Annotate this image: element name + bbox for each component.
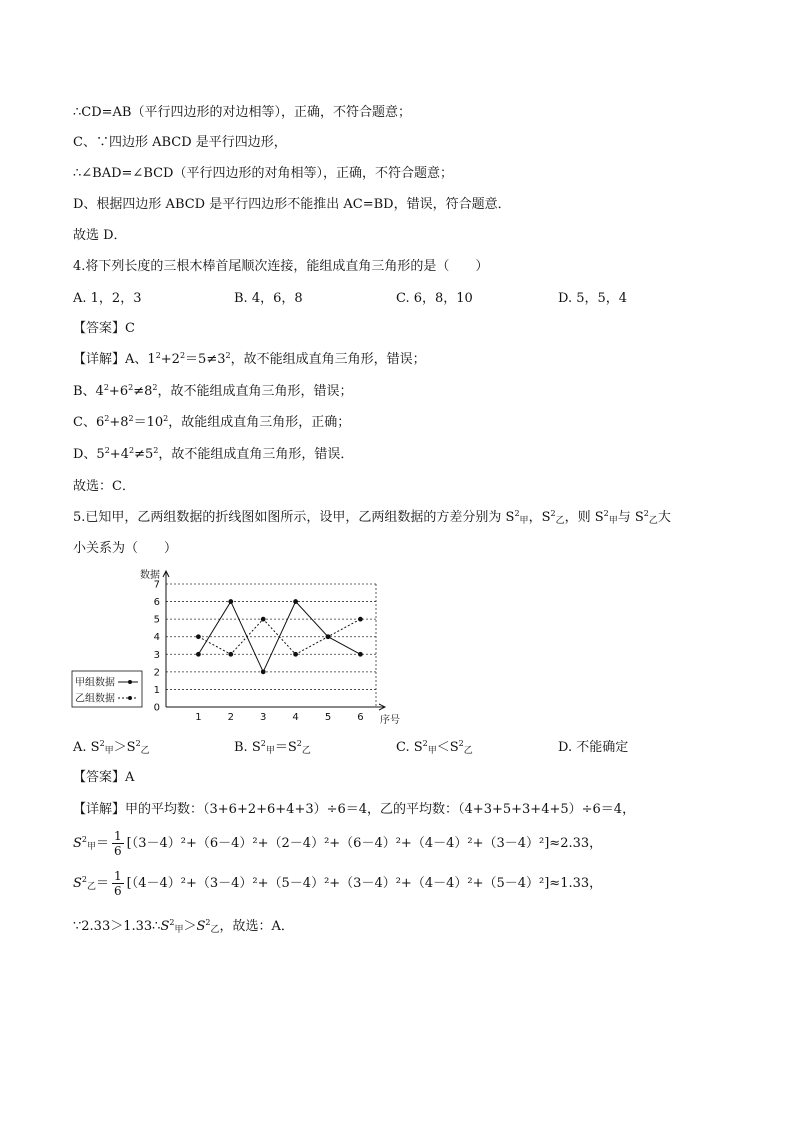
q5-answer <box>73 769 134 787</box>
data-point <box>293 652 298 657</box>
option-text: ＝S <box>274 740 297 755</box>
exponent: 2 <box>458 739 464 748</box>
exponent: 2 <box>603 509 609 518</box>
q4-option-d: D. 5，5，4 <box>558 291 628 306</box>
variance-symbol: S <box>196 919 206 934</box>
legend-label: 甲组数据 <box>75 677 115 689</box>
equals: ＝ <box>96 876 110 891</box>
variance-jia <box>73 826 602 862</box>
y-axis-label: 数据 <box>140 570 160 581</box>
exponent: 2 <box>99 739 105 748</box>
exponent: 2 <box>104 446 110 455</box>
y-tick-label: 2 <box>153 667 160 679</box>
line-chart <box>70 566 400 728</box>
detail-text: ≠5 <box>134 447 154 462</box>
y-tick-label: 5 <box>153 614 160 626</box>
detail-text: ，故能组成直角三角形，正确； <box>168 415 351 430</box>
exponent: 2 <box>643 509 649 518</box>
data-point <box>261 617 266 622</box>
numerator: 1 <box>114 869 122 883</box>
detail-text: 甲的平均数：（3+6+2+6+4+3）÷6＝4，乙的平均数：（4+3+5+3+4+5）÷6＝4， <box>125 802 636 817</box>
data-point <box>358 652 363 657</box>
exponent: 2 <box>81 875 87 884</box>
exponent: 2 <box>422 739 428 748</box>
subscript: 甲 <box>87 842 97 852</box>
text-line: ∴CD=AB（平行四边形的对边相等），正确，不符合题意； <box>73 105 411 120</box>
option-text: A. S <box>73 740 100 755</box>
exponent: 2 <box>153 446 159 455</box>
detail-text: C、6 <box>73 415 105 430</box>
q5-option-a <box>73 739 150 757</box>
detail-text: ＝5≠3 <box>185 352 226 367</box>
x-tick-label: 5 <box>324 712 332 723</box>
denominator: 6 <box>114 844 122 858</box>
subscript: 甲 <box>427 746 437 756</box>
formula-text: [（4－4）²+（3－4）²+（5－4）²+（3－4）²+（4－4）²+（5－4）²]≈1.33， <box>126 876 603 891</box>
exponent: 2 <box>179 351 186 360</box>
exponent: 2 <box>550 509 556 518</box>
subscript: 乙 <box>301 746 311 756</box>
data-point <box>228 599 233 604</box>
exponent: 2 <box>260 739 266 748</box>
legend-label: 乙组数据 <box>75 693 115 705</box>
question-text: ，则 S <box>564 510 604 525</box>
formula-text: [（3－4）²+（6－4）²+（2－4）²+（6－4）²+（4－4）²+（3－4）²]≈2.33， <box>126 836 603 851</box>
legend <box>72 671 142 707</box>
q4-option-c: C. 6，8，10 <box>396 291 473 306</box>
data-point <box>358 617 363 622</box>
detail-text: +4 <box>109 447 129 462</box>
legend-marker <box>128 680 132 684</box>
y-tick-label: 6 <box>153 597 160 609</box>
exponent: 2 <box>155 351 161 360</box>
x-tick-label: 1 <box>195 712 202 723</box>
answer-value: C <box>125 321 135 336</box>
q4-option-a: A. 1，2，3 <box>73 291 142 306</box>
y-tick-label: 3 <box>153 649 160 661</box>
exponent: 2 <box>104 414 110 423</box>
option-text: ＜S <box>436 740 459 755</box>
detail-text: +2 <box>160 352 180 367</box>
tick-labels <box>154 580 364 724</box>
q4-conclusion: 故选：C． <box>73 479 135 494</box>
subscript: 乙 <box>555 516 565 526</box>
numerator: 1 <box>114 829 122 843</box>
q4-detail-b <box>73 383 352 401</box>
y-tick-label: 1 <box>153 684 160 696</box>
data-point <box>196 652 201 657</box>
exponent: 2 <box>128 446 135 455</box>
detail-text: +8 <box>109 415 129 430</box>
exponent: 2 <box>128 383 134 392</box>
fraction <box>112 829 124 858</box>
q4-option-b: B. 4，6，8 <box>234 291 303 306</box>
x-tick-label: 6 <box>357 712 364 723</box>
detail-tag: 【详解】 <box>73 802 126 817</box>
subscript: 乙 <box>210 925 220 935</box>
question-text: ，S <box>528 510 551 525</box>
question-5-line-1 <box>73 509 671 527</box>
q5-detail <box>73 801 635 819</box>
detail-text: B、4 <box>73 384 104 399</box>
text-line: C、∵四边形 ABCD 是平行四边形， <box>73 135 287 150</box>
answer-tag: 【答案】 <box>73 321 126 336</box>
legend-marker <box>128 696 132 700</box>
answer-tag: 【答案】 <box>73 770 126 785</box>
x-tick-label: 4 <box>292 712 299 723</box>
y-tick-label: 0 <box>153 702 160 714</box>
text-line: D、根据四边形 ABCD 是平行四边形不能推出 AC=BD，错误，符合题意． <box>73 197 511 212</box>
data-point <box>261 669 266 674</box>
q5-option-b <box>234 739 311 757</box>
text-line: ∴∠BAD=∠BCD（平行四边形的对角相等），正确，不符合题意； <box>73 166 453 181</box>
subscript: 甲 <box>265 746 275 756</box>
q5-conclusion <box>73 918 294 936</box>
answer-value: A <box>125 770 135 785</box>
text-line: 故选 D． <box>73 228 127 243</box>
variance-symbol: S <box>160 919 170 934</box>
exponent: 2 <box>514 509 520 518</box>
q4-detail-d <box>73 446 353 464</box>
subscript: 甲 <box>174 925 184 935</box>
exponent: 2 <box>163 414 169 423</box>
option-text: ＞S <box>113 740 136 755</box>
data-point <box>293 599 298 604</box>
question-text: 与 S <box>617 510 644 525</box>
q5-option-c <box>396 739 473 757</box>
subscript: 乙 <box>463 746 473 756</box>
detail-text: A、1 <box>125 352 156 367</box>
q4-detail-c <box>73 414 350 432</box>
subscript: 乙 <box>140 746 150 756</box>
question-5-line-2: 小关系为（ ） <box>73 541 178 556</box>
question-text: 5.已知甲，乙两组数据的折线图如图所示，设甲，乙两组数据的方差分别为 S <box>73 510 515 525</box>
option-text: B. S <box>234 740 261 755</box>
y-tick-label: 4 <box>153 632 160 644</box>
option-text: C. S <box>396 740 423 755</box>
exponent: 2 <box>135 739 141 748</box>
detail-text: ，故不能组成直角三角形，错误； <box>157 384 353 399</box>
exponent: 2 <box>169 918 175 927</box>
data-point <box>228 652 233 657</box>
detail-text: ，故不能组成直角三角形，错误； <box>230 352 426 367</box>
variance-symbol: S <box>73 876 82 891</box>
x-axis-label: 序号 <box>380 715 400 726</box>
conclusion-text: ，故选：A． <box>219 919 294 934</box>
exponent: 2 <box>225 351 231 360</box>
detail-text: ，故不能组成直角三角形，错误． <box>158 447 354 462</box>
detail-text: ≠8 <box>133 384 153 399</box>
variance-yi <box>73 866 602 902</box>
question-4: 4.将下列长度的三根木棒首尾顺次连接，能组成直角三角形的是（ ） <box>73 259 489 274</box>
exponent: 2 <box>128 414 134 423</box>
exponent: 2 <box>296 739 302 748</box>
subscript: 甲 <box>608 516 618 526</box>
q4-answer <box>73 320 135 338</box>
subscript: 甲 <box>519 516 529 526</box>
conclusion-text: ∵2.33＞1.33∴ <box>73 919 161 934</box>
detail-text: D、5 <box>73 447 105 462</box>
exponent: 2 <box>81 835 87 844</box>
series <box>196 599 363 674</box>
question-text: 大 <box>657 510 671 525</box>
y-tick-label: 7 <box>153 579 160 591</box>
q5-option-d: D. 不能确定 <box>558 740 629 755</box>
data-point <box>196 634 201 639</box>
subscript: 甲 <box>104 746 114 756</box>
exponent: 2 <box>103 383 109 392</box>
equals: ＝ <box>96 836 110 851</box>
data-point <box>326 634 331 639</box>
denominator: 6 <box>114 884 122 898</box>
x-tick-label: 3 <box>260 712 267 723</box>
detail-text: +6 <box>108 384 129 399</box>
exponent: 2 <box>152 383 158 392</box>
exponent: 2 <box>205 918 211 927</box>
subscript: 乙 <box>648 516 658 526</box>
variance-symbol: S <box>73 836 82 851</box>
x-tick-label: 2 <box>227 712 234 723</box>
detail-tag: 【详解】 <box>73 352 126 367</box>
detail-text: ＝10 <box>133 415 164 430</box>
subscript: 乙 <box>87 882 97 892</box>
greater-than: ＞ <box>183 919 197 934</box>
q4-detail-a <box>73 351 426 369</box>
fraction <box>112 869 124 898</box>
